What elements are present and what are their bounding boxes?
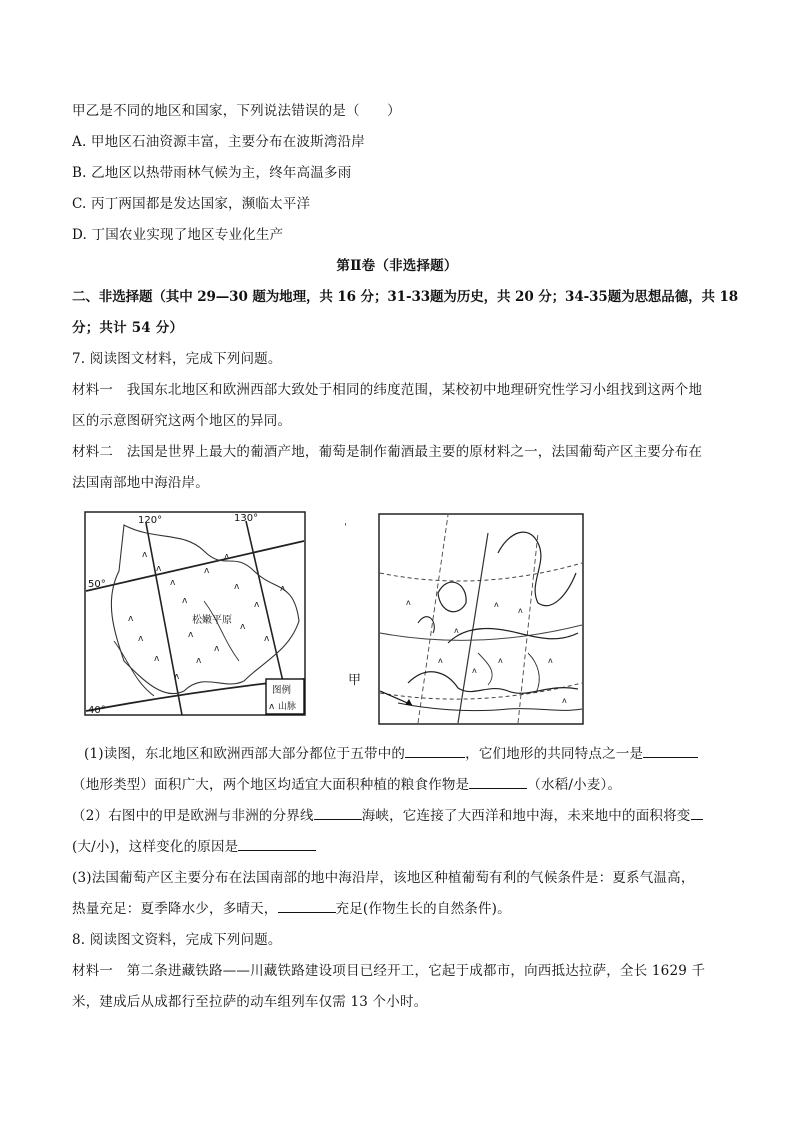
answer-blank-strait[interactable] xyxy=(314,805,362,820)
q7-stem: 7. 阅读图文材料，完成下列问题。 xyxy=(72,351,282,367)
svg-text:ᴧ: ᴧ xyxy=(174,672,180,682)
legend-title: 图例 xyxy=(272,685,292,696)
section-heading-line2: 分；共计 54 分） xyxy=(72,320,184,336)
lon-label-120: 120° xyxy=(138,515,163,526)
svg-text:ᴧ: ᴧ xyxy=(214,644,220,654)
answer-blank-reason[interactable] xyxy=(238,836,316,851)
svg-text:ᴧ: ᴧ xyxy=(254,600,260,610)
q7-material2-line1: 材料二 法国是世界上最大的葡酒产地，葡萄是制作葡酒最主要的原材料之一，法国葡萄产区主要分布在 xyxy=(72,444,703,460)
answer-blank-crop[interactable] xyxy=(469,774,527,789)
svg-text:ᴧ: ᴧ xyxy=(138,634,144,644)
svg-text:ᴧ: ᴧ xyxy=(154,654,160,664)
legend-item: 山脉 xyxy=(278,702,297,712)
svg-text:ᴧ: ᴧ xyxy=(182,596,188,606)
svg-text:ᴧ: ᴧ xyxy=(234,582,240,592)
answer-blank-landform[interactable] xyxy=(643,743,698,758)
svg-text:ᴧ: ᴧ xyxy=(204,566,210,576)
q6-option-c: C. 丙丁两国都是发达国家，濒临太平洋 xyxy=(72,196,311,212)
section-title: 第Ⅱ卷（非选择题） xyxy=(336,258,458,274)
q7-material1-line2: 区的示意图研究这两个地区的异同。 xyxy=(72,413,292,429)
svg-text:ᴧ: ᴧ xyxy=(494,600,499,609)
svg-text:ᴧ: ᴧ xyxy=(406,598,411,607)
svg-text:ᴧ: ᴧ xyxy=(170,578,176,588)
svg-text:ᴧ: ᴧ xyxy=(518,606,523,615)
q7-sub3-line2 xyxy=(72,894,722,925)
svg-text:ᴧ: ᴧ xyxy=(240,622,246,632)
q7-sub1-part-d: （水稻/小麦）。 xyxy=(527,777,622,793)
answer-blank-climate[interactable] xyxy=(278,898,336,913)
svg-text:ᴧ: ᴧ xyxy=(196,656,202,666)
exam-page xyxy=(72,96,739,1018)
marker-jia: 甲 xyxy=(348,673,362,688)
q7-sub2-part-c: (大/小)，这样变化的原因是 xyxy=(72,839,239,855)
q7-material1-line1: 材料一 我国东北地区和欧洲西部大致处于相同的纬度范围，某校初中地理研究性学习小组找到这两个地 xyxy=(72,382,703,398)
svg-text:ᴧ: ᴧ xyxy=(498,656,503,665)
svg-text:ᴧ: ᴧ xyxy=(548,656,553,665)
q7-sub2-part-b: 海峡，它连接了大西洋和地中海，未来地中的面积将变 xyxy=(361,808,691,824)
q6-option-b: B. 乙地区以热带雨林气候为主，终年高温多雨 xyxy=(72,165,352,181)
q7-sub1-line2 xyxy=(72,770,722,801)
q8-material1-line2: 米，建成后从成都行至拉萨的动车组列车仅需 13 个小时。 xyxy=(72,994,428,1010)
northeast-china-map-svg xyxy=(84,511,306,716)
answer-blank-size[interactable] xyxy=(691,805,703,820)
q6-option-d: D. 丁国农业实现了地区专业化生产 xyxy=(72,227,284,243)
svg-text:ᴧ: ᴧ xyxy=(142,550,148,560)
q7-sub2-line1 xyxy=(72,801,722,832)
svg-text:ᴧ: ᴧ xyxy=(188,630,194,640)
q7-sub2-part-a: （2）右图中的甲是欧洲与非洲的分界线 xyxy=(72,808,314,824)
q7-sub1-part-a: (1)读图，东北地区和欧洲西部大部分都位于五带中的 xyxy=(84,746,406,762)
svg-text:ᴧ: ᴧ xyxy=(224,552,230,562)
legend-mountain-symbol: ᴧ xyxy=(269,702,275,712)
q6-option-a: A. 甲地区石油资源丰富，主要分布在波斯湾沿岸 xyxy=(72,134,365,150)
svg-text:ᴧ: ᴧ xyxy=(156,564,162,574)
q7-sub3-line1: (3)法国葡萄产区主要分布在法国南部的地中海沿岸，该地区种植葡萄有利的气候条件是：夏系气温高， xyxy=(72,870,695,886)
svg-text:ᴧ: ᴧ xyxy=(454,626,459,635)
q7-material2-line2: 法国南部地中海沿岸。 xyxy=(72,475,209,491)
northeast-china-map xyxy=(84,511,306,716)
stray-mark: ˈ xyxy=(344,523,347,534)
q8-material1-line1: 材料一 第二条进藏铁路——川藏铁路建设项目已经开工，它起于成都市，向西抵达拉萨，全长 1629 千 xyxy=(72,963,706,979)
section-heading-line1: 二、非选择题（其中 29—30 题为地理，共 16 分；31-33题为历史，共 20 分；34-35题为思想品德，共 18 xyxy=(72,289,739,305)
svg-text:ᴧ: ᴧ xyxy=(562,696,567,705)
europe-map-svg xyxy=(378,513,584,725)
q7-sub3-part-b: 热量充足：夏季降水少，多晴天， xyxy=(72,901,278,917)
lon-label-130: 130° xyxy=(234,513,259,524)
q7-sub1-part-c: （地形类型）面积广大，两个地区均适宜大面积种植的粮食作物是 xyxy=(72,777,470,793)
answer-blank-zone[interactable] xyxy=(405,743,465,758)
svg-text:ᴧ: ᴧ xyxy=(264,634,270,644)
q8-stem: 8. 阅读图文资料，完成下列问题。 xyxy=(72,932,282,948)
q6-stem: 甲乙是不同的地区和国家，下列说法错误的是（ ） xyxy=(72,103,401,119)
lat-label-50: 50° xyxy=(88,579,106,590)
q7-sub1-part-b: ，它们地形的共同特点之一是 xyxy=(465,746,644,762)
lat-label-40: 40° xyxy=(88,705,106,716)
q7-sub2-line2 xyxy=(72,832,722,863)
svg-text:ᴧ: ᴧ xyxy=(438,656,443,665)
svg-text:ᴧ: ᴧ xyxy=(128,614,134,624)
plain-label: 松嫩平原 xyxy=(192,615,232,626)
maps-figure xyxy=(72,503,722,739)
q7-sub3-part-c: 充足(作物生长的自然条件)。 xyxy=(335,901,511,917)
q7-sub1-line1 xyxy=(72,739,722,770)
svg-text:ᴧ: ᴧ xyxy=(472,666,477,675)
svg-text:ᴧ: ᴧ xyxy=(280,584,286,594)
europe-map xyxy=(348,513,584,725)
